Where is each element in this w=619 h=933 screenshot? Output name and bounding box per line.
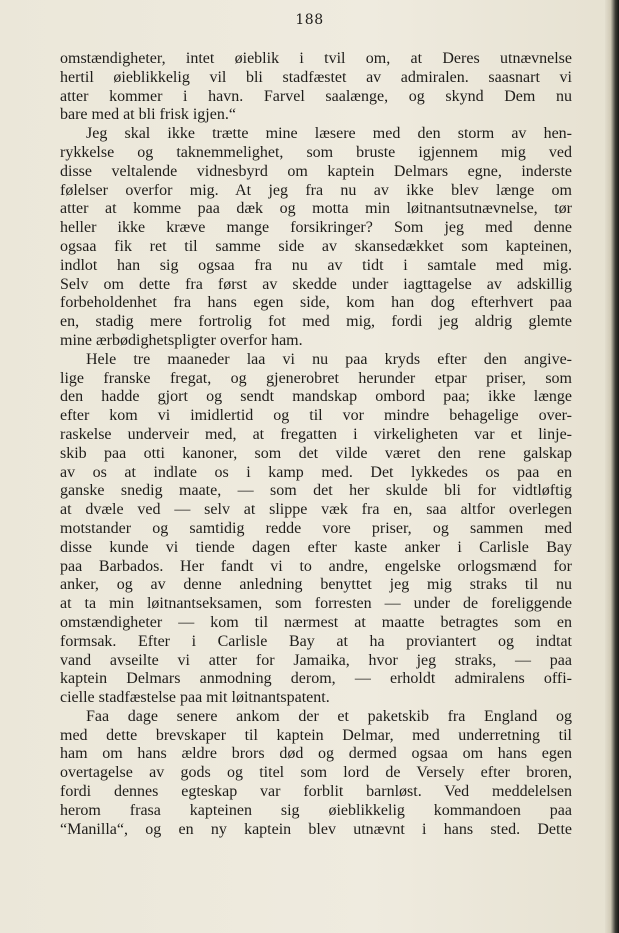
text-line: ganske snedig maate, — som det her skulde bli for vidtløftig [60,482,572,500]
text-line: motstander og samtidig redde vore priser, og sammen med [60,519,572,537]
page-edge [605,0,619,933]
text-line: formsak. Efter i Carlisle Bay at ha proviantert og indtat [60,632,572,650]
text-line: følelser overfor mig. At jeg fra nu av ikke blev længe om [60,181,572,199]
text-line: herom frasa kapteinen sig øieblikkelig kommandoen paa [60,801,572,819]
text-line: disse veltalende vidnesbyrd om kaptein Delmars egne, inderste [60,162,572,180]
text-line: heller ikke kræve mange forsikringer? Som jeg med denne [60,219,572,237]
text-line: “Manilla“, og en ny kaptein blev utnævnt i hans sted. Dette [60,820,572,838]
text-line: overtagelse av gods og titel som lord de Versely efter broren, [60,764,572,782]
text-line: fordi dennes egteskap var forblit barnløst. Ved meddelelsen [60,783,572,801]
text-line: lige franske fregat, og gjenerobret herunder etpar priser, som [60,369,572,387]
text-line: atter kommer i havn. Farvel saalænge, og skynd Dem nu [60,87,572,105]
text-line: Selv om dette fra først av skedde under iagttagelse av adskillig [60,275,572,293]
text-line: Faa dage senere ankom der et paketskib fra England og [86,707,572,725]
text-line: ogsaa fik ret til samme side av skansedækket som kapteinen, [60,237,572,255]
text-line: av os at indlate os i kamp med. Det lykkedes os paa en [60,463,572,481]
text-line: skib paa otti kanoner, som det vilde været den rene galskap [60,444,572,462]
text-line: paa Barbados. Her fandt vi to andre, engelske orlogsmænd for [60,557,572,575]
text-line: vand avseilte vi atter for Jamaika, hvor jeg straks, — paa [60,651,572,669]
page-number: 188 [295,12,324,28]
text-line: hertil øieblikkelig vil bli stadfæstet av admiralen. saasnart vi [60,68,572,86]
text-line: mine ærbødighetspligter overfor ham. [60,331,303,349]
text-line: forbeholdenhet fra hans egen side, kom han dog efterhvert paa [60,294,572,312]
text-line: omstændigheter, intet øieblik i tvil om, at Deres utnævnelse [60,50,572,67]
body-text [60,50,572,839]
text-line: med dette brevskaper til kaptein Delmar, med underretning til [60,726,572,744]
text-line: rykkelse og taknemmelighet, som bruste igjennem mig ved [60,143,572,161]
text-line: omstændigheter — kom til nærmest at maatte betragtes som en [60,613,572,631]
text-line: cielle stadfæstelse paa mit løitnantspatent. [60,689,330,707]
text-line: at dvæle ved — selv at slippe væk fra en, saa altfor overlegen [60,501,572,519]
text-line: en, stadig mere fortrolig fot med mig, fordi jeg aldrig glemte [60,313,572,331]
text-line: Jeg skal ikke trætte mine læsere med den storm av hen- [86,125,572,143]
text-line: anker, og av denne anledning benyttet jeg mig straks til nu [60,576,572,594]
text-line: ham om hans ældre brors død og dermed ogsaa om hans egen [60,745,572,763]
text-line: indlot han sig ogsaa fra nu av tidt i samtale med mig. [60,256,572,274]
text-line: at ta min løitnantseksamen, som forresten — under de foreliggende [60,595,572,613]
text-line: Hele tre maaneder laa vi nu paa kryds efter den angive- [86,350,572,368]
text-line: disse kunde vi tiende dagen efter kaste anker i Carlisle Bay [60,538,572,556]
text-line: bare med at bli frisk igjen.“ [60,106,236,124]
text-line: den hadde gjort og sendt mandskap ombord paa; ikke længe [60,388,572,406]
text-line: efter kom vi imidlertid og til vor mindre behagelige over- [60,407,572,425]
text-line: atter at komme paa dæk og motta min løitnantsutnævnelse, tør [60,200,572,218]
text-line: raskelse underveir med, at fregatten i virkeligheten var et linje- [60,425,572,443]
text-line: kaptein Delmars anmodning derom, — erholdt admiralens offi- [60,670,572,688]
